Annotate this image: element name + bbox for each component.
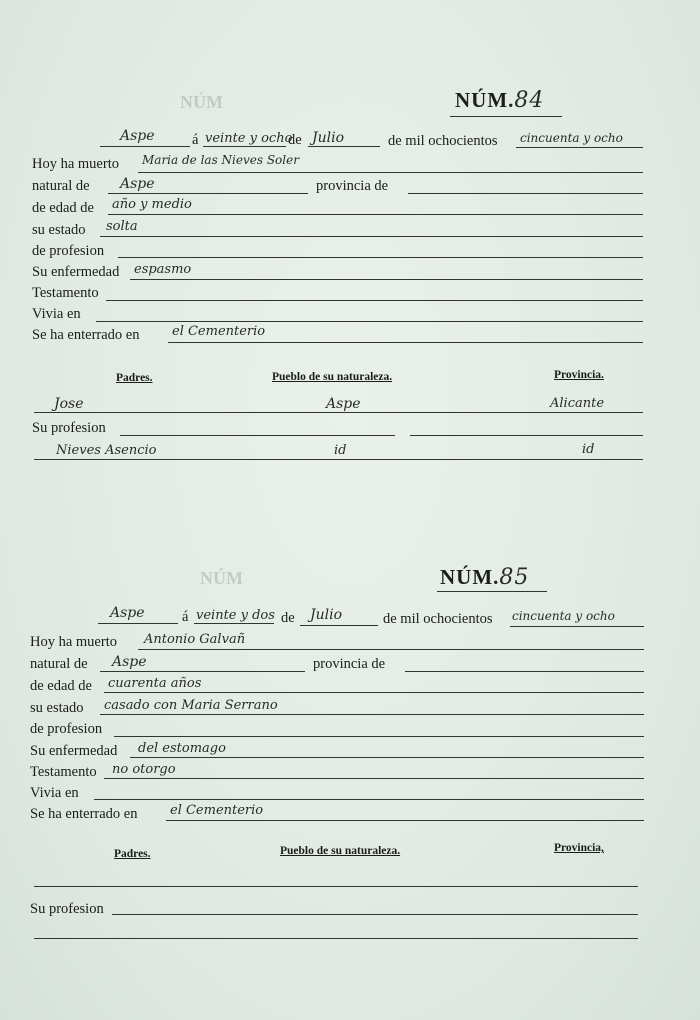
- year-prefix: de mil ochocientos: [383, 611, 493, 627]
- mother-name: Nieves Asencio: [56, 443, 157, 458]
- enfermedad-value: espasmo: [134, 262, 192, 277]
- month-prefix: de: [288, 132, 302, 148]
- bleed-through-mark: NÚM: [180, 92, 223, 112]
- year-value: cincuenta y ocho: [512, 609, 615, 623]
- died-label: Hoy ha muerto: [32, 156, 119, 172]
- record-number-value: 85: [499, 565, 530, 590]
- father-name: Jose: [54, 396, 84, 412]
- died-label: Hoy ha muerto: [30, 634, 117, 650]
- day-prefix: á: [182, 609, 189, 625]
- testamento-label: Testamento: [32, 285, 99, 301]
- place-value: Aspe: [120, 128, 155, 144]
- provincia-label: provincia de: [313, 656, 386, 672]
- estado-value: casado con Maria Serrano: [104, 698, 278, 713]
- day-prefix: á: [192, 132, 199, 148]
- place-value: Aspe: [110, 605, 145, 621]
- record-number: NÚM.85: [440, 565, 530, 590]
- record-number: NÚM.84: [455, 88, 545, 113]
- provincia-header: Provincia,: [554, 842, 604, 854]
- enfermedad-label: Su enfermedad: [32, 264, 120, 280]
- day-value: veinte y ocho: [205, 131, 293, 146]
- enterrado-label: Se ha enterrado en: [30, 806, 138, 822]
- vivia-label: Vivia en: [30, 785, 79, 801]
- vivia-label: Vivia en: [32, 306, 81, 322]
- natural-label: natural de: [32, 178, 90, 194]
- natural-value: Aspe: [120, 176, 155, 192]
- enterrado-value: el Cementerio: [170, 803, 264, 818]
- testamento-value: no otorgo: [112, 762, 176, 777]
- estado-label: su estado: [32, 222, 86, 238]
- age-label: de edad de: [30, 678, 92, 694]
- age-value: cuarenta años: [108, 676, 202, 691]
- day-value: veinte y dos: [196, 608, 275, 623]
- natural-value: Aspe: [112, 654, 147, 670]
- father-pueblo: Aspe: [326, 396, 361, 412]
- died-value: Maria de las Nieves Soler: [142, 153, 299, 167]
- padres-header: Padres.: [116, 372, 153, 384]
- su-profesion-label: Su profesion: [32, 420, 106, 436]
- pueblo-header: Pueblo de su naturaleza.: [280, 845, 401, 857]
- profesion-label: de profesion: [30, 721, 103, 737]
- year-value: cincuenta y ocho: [520, 131, 623, 145]
- enfermedad-value: del estomago: [138, 741, 226, 756]
- su-profesion-label: Su profesion: [30, 901, 104, 917]
- record-number-value: 84: [514, 88, 545, 113]
- enterrado-label: Se ha enterrado en: [32, 327, 140, 343]
- estado-label: su estado: [30, 700, 84, 716]
- testamento-label: Testamento: [30, 764, 97, 780]
- mother-pueblo: id: [334, 443, 347, 458]
- provincia-header: Provincia.: [554, 369, 604, 381]
- age-label: de edad de: [32, 200, 94, 216]
- year-prefix: de mil ochocientos: [388, 133, 498, 149]
- month-prefix: de: [281, 610, 295, 626]
- age-value: año y medio: [112, 197, 192, 212]
- pueblo-header: Pueblo de su naturaleza.: [272, 371, 393, 383]
- enterrado-value: el Cementerio: [172, 324, 266, 339]
- enfermedad-label: Su enfermedad: [30, 743, 118, 759]
- month-value: Julio: [310, 607, 343, 623]
- natural-label: natural de: [30, 656, 88, 672]
- profesion-label: de profesion: [32, 243, 105, 259]
- estado-value: solta: [106, 219, 138, 234]
- mother-provincia: id: [582, 442, 595, 457]
- padres-header: Padres.: [114, 848, 151, 860]
- month-value: Julio: [312, 130, 345, 146]
- bleed-through-mark: NÚM: [200, 568, 243, 588]
- died-value: Antonio Galvañ: [144, 632, 246, 647]
- provincia-label: provincia de: [316, 178, 389, 194]
- father-provincia: Alicante: [550, 396, 605, 411]
